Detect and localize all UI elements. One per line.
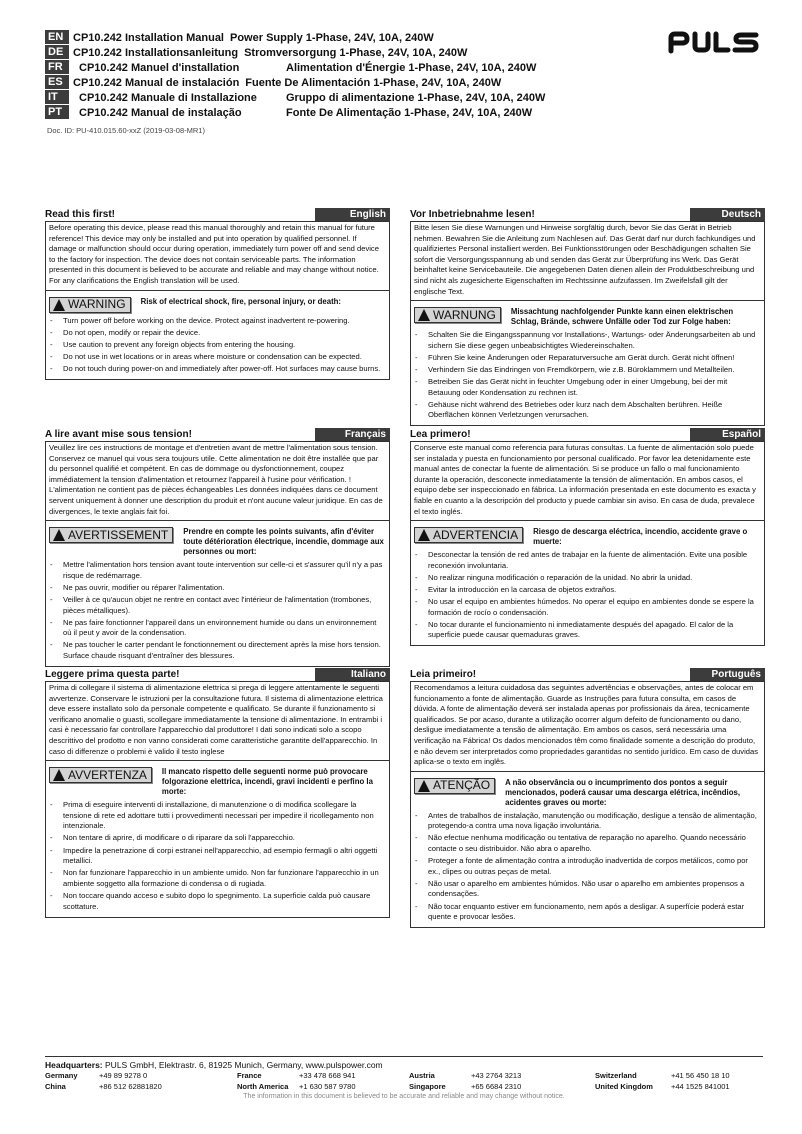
intro-text: Before operating this device, please read this manual thoroughly and retain this manual for future reference! This device may only be installed and put into operation by qualified personnel. If damage or malfunction should occur during operation, immediately turn power off and send device to the factory for inspection. The device does not contain serviceable parts. The information presented in this document is believed to be accurate and reliable and may change without notice. For any clarifications the English translation will be used. <box>46 223 389 291</box>
warning-label: AVERTISSEMENT <box>68 527 169 542</box>
bullet-dash: - <box>415 399 418 409</box>
contact-country: Germany <box>45 1071 78 1080</box>
section-title: A lire avant mise sous tension! <box>45 429 192 440</box>
bullet-dash: - <box>50 640 53 650</box>
bullet-text: Do not use in wet locations or in areas where moisture or condensation can be expected. <box>63 351 362 361</box>
title-row <box>45 105 585 120</box>
list-item <box>414 597 761 618</box>
bullet-text: Betreiben Sie das Gerät nicht in feuchter Umgebung oder in einer Umgebung, bei der mit Betauung oder Kondensation zu rechnen ist. <box>428 377 728 397</box>
bullet-dash: - <box>415 856 418 866</box>
contact-country: Austria <box>409 1071 435 1080</box>
warning-list <box>414 811 761 923</box>
list-item <box>414 365 761 376</box>
bullet-text: Não efectue nenhuma modificação ou tentativa de reparação no aparelho. Quando necessário contacte o seu distribuidor. Não abra o aparelho. <box>428 833 746 854</box>
list-item <box>414 377 761 398</box>
contact-entry <box>409 1082 595 1091</box>
warning-row <box>414 305 761 327</box>
contact-entry <box>237 1082 409 1091</box>
contact-entry <box>595 1082 761 1091</box>
contact-country: France <box>237 1071 262 1080</box>
footer <box>45 1056 763 1100</box>
warning-badge <box>414 527 523 543</box>
warning-triangle-icon <box>53 299 65 311</box>
warning-text: Riesgo de descarga eléctrica, incendio, accidente grave o muerte: <box>533 527 748 547</box>
bullet-text: Não usar o aparelho em ambientes húmidos. Não usar o aparelho em ambientes propensos a condensações. <box>428 878 745 899</box>
contact-entry <box>595 1071 761 1080</box>
list-item <box>49 340 386 351</box>
section-title: Leggere prima questa parte! <box>45 669 180 680</box>
title-row <box>45 90 585 105</box>
product-subtitle: Alimentation d'Énergie 1-Phase, 24V, 10A, 240W <box>286 61 537 74</box>
section-title: Lea primero! <box>410 429 471 440</box>
warning-badge <box>49 297 131 313</box>
section-header <box>410 428 765 442</box>
language-label: Italiano <box>315 668 390 681</box>
bullet-dash: - <box>415 352 418 362</box>
title-row <box>45 75 585 90</box>
list-item <box>49 846 386 867</box>
title-block <box>45 30 585 120</box>
bullet-dash: - <box>415 330 418 340</box>
warning-list <box>414 550 761 641</box>
language-label: Deutsch <box>690 208 765 221</box>
manual-title: CP10.242 Manuel d'installation <box>79 61 240 74</box>
puls-logo <box>668 30 760 54</box>
bullet-text: Non tentare di aprire, di modificare o di riparare da soli l'apparecchio. <box>63 833 295 843</box>
section-body <box>410 442 765 646</box>
contact-phone: +41 56 450 18 10 <box>671 1071 730 1080</box>
warning-label: AVVERTENZA <box>68 767 147 782</box>
bullet-dash: - <box>50 594 53 604</box>
list-item <box>414 550 761 571</box>
warning-badge <box>414 307 501 323</box>
bullet-dash: - <box>415 833 418 843</box>
safety-section-espanol <box>410 428 765 646</box>
list-item <box>414 620 761 641</box>
intro-text: Prima di collegare il sistema di alimentazione elettrica si prega di leggere attentamente le seguenti avvertenze. Conservare le istruzioni per la consultazione futura. Il sistema di alimentazione elettrica deve essere installato solo da personale competente e qualificato. Se durante il funzionamento si verificano anomalie o guasti, scollegare immediatamente la tensione di alimentazione. In entrambi i casi è necessario far controllare l'apparecchio dal produttore! I dati sono indicati solo a scopo descrittivo del prodotto e non vanno considerati come caratteristiche garantite dell'apparecchio. In caso di differenze o problemi è valido il testo inglese <box>46 683 389 761</box>
bullet-dash: - <box>50 327 53 337</box>
warning-text: Missachtung nachfolgender Punkte kann einen elektrischen Schlag, Brände, schwere Unfälle oder Tod zur Folge haben: <box>510 307 734 327</box>
product-subtitle: Fonte De Alimentação 1-Phase, 24V, 10A, 240W <box>286 106 533 119</box>
list-item <box>414 879 761 900</box>
language-label: Português <box>690 668 765 681</box>
list-item <box>49 352 386 363</box>
warning-row <box>49 295 386 313</box>
bullet-text: Non toccare quando acceso e subito dopo lo spegnimento. La superficie calda può causare scottature. <box>63 890 371 911</box>
list-item <box>414 573 761 584</box>
bullet-text: Prima di eseguire interventi di installazione, di manutenzione o di modifica scollegare la tensione di rete ed adottare tutti i provvedimenti necessari per impedire il ricollegamento non intenzionale. <box>63 800 374 831</box>
warning-text: Prendre en compte les points suivants, afin d'éviter toute détérioration électrique, incendie, dommage aux personnes ou mort: <box>183 527 384 557</box>
product-subtitle: Stromversorgung 1-Phase, 24V, 10A, 240W <box>244 46 468 59</box>
warning-label: ADVERTENCIA <box>433 527 519 542</box>
bullet-text: Desconectar la tensión de red antes de trabajar en la fuente de alimentación. Evite una posible reconexión involuntaria. <box>428 550 748 570</box>
bullet-text: Evitar la introducción en la carcasa de objetos extraños. <box>428 584 617 594</box>
bullet-text: Use caution to prevent any foreign objects from entering the housing. <box>63 339 296 349</box>
warning-text: Risk of electrical shock, fire, personal injury, or death: <box>140 296 342 306</box>
list-item <box>49 364 386 375</box>
section-header <box>410 208 765 222</box>
product-subtitle: Fuente De Alimentación 1-Phase, 24V, 10A, 240W <box>245 76 502 89</box>
contact-row <box>45 1081 763 1092</box>
contact-entry <box>45 1071 237 1080</box>
safety-section-italiano <box>45 668 390 918</box>
title-row <box>45 45 585 60</box>
language-code: ES <box>45 75 69 90</box>
warning-list <box>49 800 386 912</box>
warning-row <box>49 765 386 797</box>
bullet-text: Führen Sie keine Änderungen oder Reparaturversuche am Gerät durch. Gerät nicht öffnen! <box>428 352 735 362</box>
contact-phone: +44 1525 841001 <box>671 1082 730 1091</box>
list-item <box>49 560 386 581</box>
bullet-dash: - <box>50 351 53 361</box>
disclaimer: The information in this document is believed to be accurate and reliable and may change without notice. <box>243 1093 565 1100</box>
hq-label: Headquarters: <box>45 1060 103 1070</box>
warning-label: ATENÇÃO <box>433 778 491 793</box>
contact-entry <box>237 1071 409 1080</box>
bullet-text: Ne pas faire fonctionner l'appareil dans un environnement humide ou dans un environnement où il peut y avoir de la condensation. <box>63 617 377 638</box>
warning-row <box>414 525 761 547</box>
contact-row <box>45 1070 763 1081</box>
contact-phone: +49 89 9278 0 <box>99 1071 148 1080</box>
warning-triangle-icon <box>418 309 430 321</box>
warning-row <box>49 525 386 557</box>
warning-label: WARNING <box>68 297 126 312</box>
safety-section-portugues <box>410 668 765 928</box>
contact-country: Singapore <box>409 1082 446 1091</box>
warning-badge <box>414 778 495 794</box>
list-item <box>414 811 761 832</box>
contact-phone: +86 512 62881820 <box>99 1082 162 1091</box>
section-title: Vor Inbetriebnahme lesen! <box>410 209 535 220</box>
section-body <box>45 222 390 380</box>
section-title: Read this first! <box>45 209 116 220</box>
list-item <box>414 585 761 596</box>
language-code: DE <box>45 45 69 60</box>
contact-phone: +33 478 668 941 <box>299 1071 356 1080</box>
bullet-text: Mettre l'alimentation hors tension avant toute intervention sur celle-ci et s'assurer qu'il n'y a pas risque de redémarrage. <box>63 560 383 580</box>
bullet-text: Gehäuse nicht während des Betriebes oder kurz nach dem Abschalten berühren. Heiße Oberflächen können Verletzungen verursachen. <box>428 399 723 420</box>
contact-entry <box>45 1082 237 1091</box>
list-item <box>49 891 386 912</box>
bullet-dash: - <box>50 560 53 570</box>
warning-text: Il mancato rispetto delle seguenti norme può provocare folgorazione elettrica, incendi, gravi incidenti e perfino la morte: <box>161 767 373 797</box>
contact-phone: +43 2764 3213 <box>471 1071 522 1080</box>
bullet-text: No tocar durante el funcionamiento ni inmediatamente después del apagado. El calor de la superficie puede causar quemaduras graves. <box>428 619 734 640</box>
bullet-text: Do not touch during power-on and immediately after power-off. Hot surfaces may cause burns. <box>63 363 381 373</box>
bullet-text: Não tocar enquanto estiver em funcionamento, nem após a desligar. A superfície poderá estar quente e provocar lesões. <box>428 901 745 922</box>
warning-list <box>49 316 386 375</box>
bullet-dash: - <box>415 619 418 629</box>
intro-text: Veuillez lire ces instructions de montage et d'entretien avant de mettre l'alimentation sous tension. Conservez ce manuel qui vous sera toujours utile. Cette alimentation ne doit être installée que par du personnel qualifié et compétent. En cas de dommage ou dysfonctionnement, coupez immédiatement la tension d'alimentation et retournez l'appareil à l'usine pour vérification. ! L'alimentation ne contient pas de pièces échangeables Les données indiquées dans ce document servent uniquement à donner une description du produit et n'ont aucune valeur juridique. En cas de divergences, le texte anglais fait foi. <box>46 443 389 521</box>
intro-text: Bitte lesen Sie diese Warnungen und Hinweise sorgfältig durch, bevor Sie das Gerät in Betrieb nehmen. Bewahren Sie die Anleitung zum Nachlesen auf. Das Gerät darf nur durch fachkundiges und qualifiziertes Personal installiert werden. Bei Funktionsstörungen oder Beschädigungen schalten Sie sofort die Versorgungsspannung ab und senden das Gerät zur Überprüfung ins Werk. Das Gerät beinhaltet keine Servicebauteile. Die angegebenen Daten dienen allein der Produktbeschreibung und sind nicht als zugesicherte Eigenschaften im Rechtssinne aufzufassen. Im Zweifelsfall gilt der englische Text. <box>411 223 764 301</box>
section-body <box>410 682 765 928</box>
section-body <box>45 682 390 918</box>
manual-title: CP10.242 Manuale di Installazione <box>79 91 257 104</box>
bullet-text: Non far funzionare l'apparecchio in un ambiente umido. Non far funzionare l'apparecchio in un ambiente soggetto alla formazione di condensa o di rugiada. <box>63 868 379 888</box>
bullet-text: Impedire la penetrazione di corpi estranei nell'apparecchio, ad esempio fermagli o altri oggetti metallici. <box>63 845 378 866</box>
bullet-text: Turn power off before working on the device. Protect against inadvertent re-powering. <box>63 315 350 325</box>
contact-country: China <box>45 1082 66 1091</box>
safety-section-francais <box>45 428 390 667</box>
safety-section-english <box>45 208 390 380</box>
list-item <box>49 640 386 661</box>
section-header <box>45 208 390 222</box>
section-body <box>45 442 390 667</box>
contact-phone: +1 630 587 9780 <box>299 1082 356 1091</box>
language-code: EN <box>45 30 69 45</box>
warning-badge <box>49 767 152 783</box>
warning-list <box>414 330 761 421</box>
section-header <box>45 668 390 682</box>
list-item <box>49 328 386 339</box>
bullet-dash: - <box>415 377 418 387</box>
bullet-text: Ne pas toucher le carter pendant le fonctionnement ou directement après la mise hors tension. Surface chaude risquant d'entraîner des blessures. <box>63 640 381 660</box>
list-item <box>49 800 386 832</box>
manual-title: CP10.242 Manual de instalación <box>73 76 240 89</box>
bullet-dash: - <box>415 550 418 560</box>
bullet-text: Proteger a fonte de alimentação contra a introdução inadvertida de corpos metálicos, como por ex., clipes ou outras peças de metal. <box>428 856 748 876</box>
document-id: Doc. ID: PU-410.015.60-xxZ (2019-03-08-MR1) <box>47 126 205 135</box>
warning-triangle-icon <box>53 769 65 781</box>
bullet-text: Verhindern Sie das Eindringen von Fremdkörpern, wie z.B. Büroklammern und Metallteilen. <box>428 364 735 374</box>
contact-entry <box>409 1071 595 1080</box>
list-item <box>414 902 761 923</box>
section-header <box>410 668 765 682</box>
bullet-text: Do not open, modify or repair the device. <box>63 327 201 337</box>
bullet-text: Ne pas ouvrir, modifier ou réparer l'alimentation. <box>63 582 225 592</box>
language-code: PT <box>45 105 69 120</box>
list-item <box>414 330 761 351</box>
safety-section-deutsch <box>410 208 765 426</box>
list-item <box>414 833 761 854</box>
list-item <box>414 856 761 877</box>
bullet-dash: - <box>50 868 53 878</box>
bullet-text: No realizar ninguna modificación o reparación de la unidad. No abrir la unidad. <box>428 572 693 582</box>
warning-label: WARNUNG <box>433 307 496 322</box>
language-label: Español <box>690 428 765 441</box>
hq-address: PULS GmbH, Elektrastr. 6, 81925 Munich, Germany, www.pulspower.com <box>105 1060 383 1070</box>
manual-title: CP10.242 Manual de instalação <box>79 106 242 119</box>
list-item <box>49 583 386 594</box>
list-item <box>49 316 386 327</box>
language-label: Français <box>315 428 390 441</box>
language-code: IT <box>45 90 69 105</box>
list-item <box>49 868 386 889</box>
contact-country: United Kingdom <box>595 1082 653 1091</box>
intro-text: Conserve este manual como referencia para futuras consultas. La fuente de alimentación solo puede ser instalada y puesta en funcionamiento por personal cualificado. Por favor lea detenidamente este manual antes de conectar la fuente de alimentación. Si se produce un fallo o mal funcionamiento durante la operación, desconecte inmediatamente la tensión de alimentación. En ambos casos, el equipo debe ser inspeccionado en fábrica. La información presentada en este documento es exacta y fiable en cuanto a la descripción del producto y puede cambiar sin aviso. En casa de duda, prevalece el texto inglés. <box>411 443 764 521</box>
bullet-dash: - <box>415 364 418 374</box>
section-header <box>45 428 390 442</box>
bullet-dash: - <box>415 901 418 911</box>
bullet-dash: - <box>50 617 53 627</box>
manual-title: CP10.242 Installation Manual <box>73 31 224 44</box>
list-item <box>49 595 386 616</box>
bullet-text: No usar el equipo en ambientes húmedos. No operar el equipo en ambientes donde se espere la formación de rocío o condensación. <box>428 597 754 617</box>
bullet-text: Antes de trabalhos de instalação, manutenção ou modificação, desligue a tensão de alimentação, protegendo-a contra uma nova ligação involuntária. <box>428 810 757 831</box>
list-item <box>414 353 761 364</box>
warning-text: A não observância ou o incumprimento dos pontos a seguir mencionados, poderá causar uma descarga elétrica, incêndios, acidentes graves ou morte: <box>505 777 740 807</box>
bullet-dash: - <box>415 584 418 594</box>
product-subtitle: Power Supply 1-Phase, 24V, 10A, 240W <box>230 31 434 44</box>
manual-title: CP10.242 Installationsanleitung <box>73 46 239 59</box>
bullet-dash: - <box>50 890 53 900</box>
bullet-text: Veiller à ce qu'aucun objet ne rentre en contact avec l'intérieur de l'alimentation (trombones, pièces métalliques). <box>63 594 372 615</box>
list-item <box>49 618 386 639</box>
language-code: FR <box>45 60 69 75</box>
intro-text: Recomendamos a leitura cuidadosa das seguintes advertências e observações, antes de colocar em funcionamento a fonte de alimentação. Guarde as Instruções para futura consulta, em casos de dúvida. A fonte de alimentação deverá ser instalada apenas por profissionais da área, tecnicamente qualificados. Se por acaso, durante a utilização ocorrer algum defeito de funcionamento ou dano, desligue imediatamente a tensão de alimentação. Em ambos os casos, será necessária uma verificação na Fábrica! Os dados mencionados têm como finalidade somente a descrição do produto, e não devem ser interpretados como propriedades garantidas no sentido jurídico. Em caso de duvidas aplica-se o texto em inglês. <box>411 683 764 772</box>
title-row <box>45 30 585 45</box>
product-subtitle: Gruppo di alimentazione 1-Phase, 24V, 10A, 240W <box>286 91 546 104</box>
language-label: English <box>315 208 390 221</box>
warning-triangle-icon <box>418 529 430 541</box>
contact-phone: +65 6684 2310 <box>471 1082 522 1091</box>
bullet-dash: - <box>50 845 53 855</box>
bullet-dash: - <box>415 878 418 888</box>
bullet-dash: - <box>50 339 53 349</box>
bullet-dash: - <box>50 582 53 592</box>
contact-country: North America <box>237 1082 289 1091</box>
warning-badge <box>49 527 173 543</box>
warning-triangle-icon <box>418 780 430 792</box>
bullet-dash: - <box>50 800 53 810</box>
title-row <box>45 60 585 75</box>
bullet-dash: - <box>415 597 418 607</box>
section-body <box>410 222 765 426</box>
bullet-dash: - <box>415 810 418 820</box>
bullet-dash: - <box>415 572 418 582</box>
contact-country: Switzerland <box>595 1071 637 1080</box>
bullet-dash: - <box>50 833 53 843</box>
section-title: Leia primeiro! <box>410 669 477 680</box>
warning-list <box>49 560 386 661</box>
bullet-dash: - <box>50 315 53 325</box>
list-item <box>49 833 386 844</box>
list-item <box>414 400 761 421</box>
warning-triangle-icon <box>53 529 65 541</box>
bullet-text: Schalten Sie die Eingangsspannung vor Installations-, Wartungs- oder Änderungsarbeiten ab und sichern Sie diese gegen unbeabsichtigtes Wiedereinschalten. <box>428 330 756 350</box>
warning-row <box>414 776 761 808</box>
bullet-dash: - <box>50 363 53 373</box>
